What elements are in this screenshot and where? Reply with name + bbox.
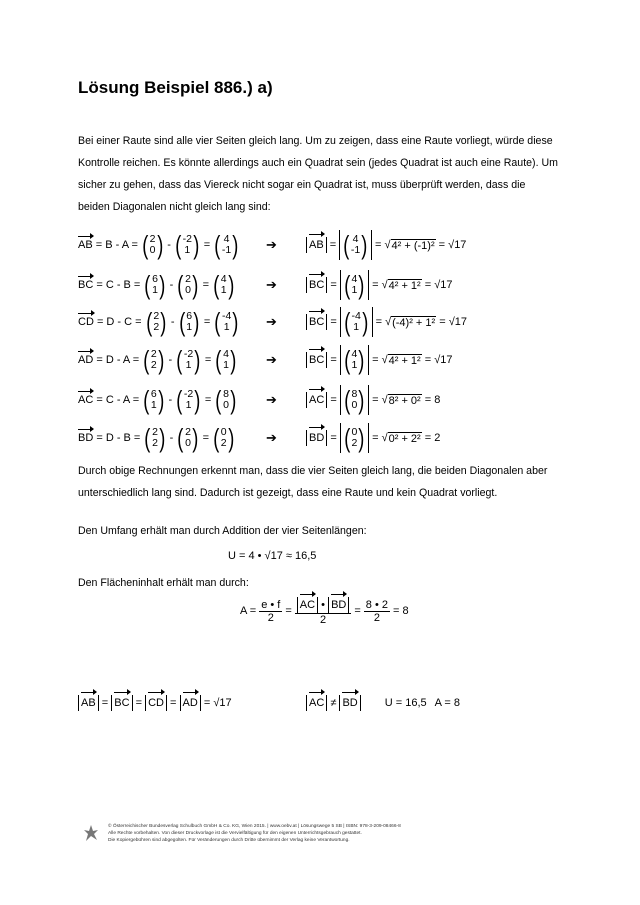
norm-vector: ( 4 -1 ) xyxy=(343,230,368,260)
vector-norm xyxy=(340,307,373,337)
fraction-ef xyxy=(259,599,282,624)
vector-label: AB xyxy=(78,239,93,251)
vector-label: AB xyxy=(81,697,96,709)
footer-line: Alle Rechte vorbehalten. Von dieser Druckvorlage ist die Vervielfältigung für den eigenen Unterrichtsgebrauch gestattet. xyxy=(108,831,362,836)
vector-length-row: AC = ( 8 0 ) = √ 8² + 0² = 8 xyxy=(306,383,440,417)
umfang-result: U = 16,5 xyxy=(384,697,427,709)
vector-label: BD xyxy=(331,598,347,611)
vector-label: AB xyxy=(309,239,324,251)
square-root: √ 4² + 1² xyxy=(381,279,421,292)
arrow-right-icon: ➔ xyxy=(266,237,277,252)
fraction-numerator: 8 • 2 xyxy=(365,598,388,611)
result-vector: ( 0 2 ) xyxy=(213,423,235,453)
vector-label: AC xyxy=(309,697,325,709)
fraction-denominator: 2 xyxy=(320,613,327,626)
summary-sides: AB = BC = CD = AD = √17 xyxy=(78,686,232,720)
summary-diagonals xyxy=(306,686,460,720)
point-vector: ( -2 1 ) xyxy=(176,385,201,415)
vector-difference-row: AD = D - A = ( 2 2 ) - ( -2 1 ) = ( 4 1 ) xyxy=(78,345,237,375)
vector-length-row: BD = ( 0 2 ) = √ 0² + 2² = 2 xyxy=(306,421,440,455)
point-vector: ( 6 1 ) xyxy=(144,270,166,300)
result-vector: ( 4 1 ) xyxy=(215,345,237,375)
footer-line: Die Kopiergebühren sind abgegolten. Für Veränderungen durch Dritte übernimmt der Verlag keine Verantwortung. xyxy=(108,838,350,843)
point-vector: ( 2 0 ) xyxy=(177,423,199,453)
norm-vector: ( 4 1 ) xyxy=(344,270,365,300)
result-vector: ( 4 -1 ) xyxy=(214,230,239,260)
footer-line: © Österreichischer Bundesverlag Schulbuch GmbH & Co. KG, Wien 2015. | www.oebv.at | Lösungswege 5 SB | ISBN: 978-3-209-08466-8 xyxy=(108,824,401,829)
vector-norm xyxy=(340,345,369,375)
vector-label: AD xyxy=(182,697,198,709)
flaeche-text: Den Flächeninhalt erhält man durch: xyxy=(78,577,249,589)
intro-paragraph xyxy=(78,130,558,218)
point-vector: ( 6 1 ) xyxy=(143,385,165,415)
length-result: = 2 xyxy=(424,432,441,444)
vector-norm xyxy=(339,230,372,260)
flaeche-result: = 8 xyxy=(392,605,409,617)
area-result: A = 8 xyxy=(434,697,461,709)
arrow-right-icon: ➔ xyxy=(266,392,277,407)
fraction-diagonals xyxy=(295,597,352,626)
vector-length-row: BC = ( -4 1 ) = √ (-4)² + 1² = √17 xyxy=(306,305,467,339)
vector-label: BC xyxy=(309,316,325,328)
vector-label: BD xyxy=(309,432,325,444)
fraction-numerator xyxy=(295,597,352,614)
page-title: Lösung Beispiel 886.) a) xyxy=(78,78,273,97)
arrow-right-icon: ➔ xyxy=(266,314,277,329)
result-vector: ( 8 0 ) xyxy=(215,385,237,415)
flaeche-lhs: A = xyxy=(240,605,257,617)
norm-vector: ( 0 2 ) xyxy=(344,423,365,453)
umfang-formula: U = 4 • √17 ≈ 16,5 xyxy=(228,550,317,562)
result-vector: ( 4 1 ) xyxy=(213,270,235,300)
norm-vector: ( 4 1 ) xyxy=(344,345,365,375)
length-result: = √17 xyxy=(424,354,453,366)
fraction-denominator: 2 xyxy=(373,611,380,624)
vector-label: AC xyxy=(309,394,325,406)
intro-line: Bei einer Raute sind alle vier Seiten gleich lang. Um zu zeigen, dass eine Raute vorliegt, würde diese xyxy=(78,135,553,147)
square-root: √ 8² + 0² xyxy=(381,394,421,407)
vector-length-row: BC = ( 4 1 ) = √ 4² + 1² = √17 xyxy=(306,343,453,377)
arrow-right-icon: ➔ xyxy=(266,277,277,292)
vector-label: BC xyxy=(114,697,130,709)
square-root: √ 0² + 2² xyxy=(381,432,421,445)
vector-label: BC xyxy=(309,354,325,366)
publisher-logo-icon xyxy=(83,824,99,842)
arrow-right-icon: ➔ xyxy=(266,430,277,445)
vector-label: AC xyxy=(78,394,94,406)
umfang-text: Den Umfang erhält man durch Addition der vier Seitenlängen: xyxy=(78,525,367,537)
vector-difference-row: AC = C - A = ( 6 1 ) - ( -2 1 ) = ( 8 0 ) xyxy=(78,385,237,415)
point-vector: ( -2 1 ) xyxy=(175,230,200,260)
dot-operator: • xyxy=(321,598,325,611)
conclusion-line: unterschiedlich lang sind. Dadurch ist gezeigt, dass eine Raute und kein Quadrat vorliegt. xyxy=(78,487,498,499)
fraction-values xyxy=(364,599,390,624)
point-vector: ( 2 2 ) xyxy=(145,307,167,337)
intro-line: Kontrolle reichen. Es könnte allerdings auch ein Quadrat sein (jedes Quadrat ist auch eine Raute). Um xyxy=(78,157,558,169)
norm-vector: ( 8 0 ) xyxy=(344,385,365,415)
vector-label: BC xyxy=(309,279,325,291)
norm-vector: ( -4 1 ) xyxy=(344,307,369,337)
footer xyxy=(108,823,528,844)
point-vector: ( -2 1 ) xyxy=(176,345,201,375)
point-vector: ( 2 0 ) xyxy=(142,230,163,260)
square-root: √ (-4)² + 1² xyxy=(385,316,436,329)
vector-difference-row: BC = C - B = ( 6 1 ) - ( 2 0 ) = ( 4 1 ) xyxy=(78,270,235,300)
point-vector: ( 2 2 ) xyxy=(144,423,166,453)
arrow-right-icon: ➔ xyxy=(266,352,277,367)
fraction-numerator: e • f xyxy=(261,598,281,611)
point-vector: ( 6 1 ) xyxy=(178,307,200,337)
vector-norm xyxy=(340,423,369,453)
vector-label: CD xyxy=(148,697,164,709)
vector-norm xyxy=(340,385,369,415)
vector-length-row: AB = ( 4 -1 ) = √ 4² + (-1)² = √17 xyxy=(306,228,466,262)
fraction-denominator: 2 xyxy=(267,611,274,624)
vector-difference-row: BD = D - B = ( 2 2 ) - ( 2 0 ) = ( 0 2 ) xyxy=(78,423,235,453)
length-result: = √17 xyxy=(424,279,453,291)
point-vector: ( 2 2 ) xyxy=(143,345,165,375)
vector-label: BD xyxy=(78,432,94,444)
vector-difference-row: CD = D - C = ( 2 2 ) - ( 6 1 ) = ( -4 1 ) xyxy=(78,307,239,337)
vector-label: BC xyxy=(78,279,94,291)
conclusion-paragraph xyxy=(78,460,558,504)
length-result: = 8 xyxy=(424,394,441,406)
summary-result: = √17 xyxy=(203,697,232,709)
intro-line: beiden Diagonalen nicht gleich lang sind: xyxy=(78,201,271,213)
vector-norm xyxy=(340,270,369,300)
vector-difference-row: AB = B - A = ( 2 0 ) - ( -2 1 ) = ( 4 -1 ) xyxy=(78,230,239,260)
length-result: = √17 xyxy=(439,316,468,328)
not-equal-sign: ≠ xyxy=(330,697,337,709)
point-vector: ( 2 0 ) xyxy=(177,270,199,300)
result-vector: ( -4 1 ) xyxy=(214,307,239,337)
vector-label: AC xyxy=(299,598,316,611)
intro-line: sicher zu gehen, dass das Viereck nicht sogar ein Quadrat ist, muss überprüft werden, dass die xyxy=(78,179,526,191)
square-root: √ 4² + 1² xyxy=(381,354,421,367)
vector-length-row: BC = ( 4 1 ) = √ 4² + 1² = √17 xyxy=(306,268,453,302)
length-result: = √17 xyxy=(438,239,467,251)
conclusion-line: Durch obige Rechnungen erkennt man, dass die vier Seiten gleich lang, die beiden Diagonalen aber xyxy=(78,465,548,477)
vector-label: BD xyxy=(342,697,358,709)
flaeche-formula: A = $\frac{e • f}{2}$ = $\frac{AC • BD}{2}$ = $\frac{8 • 2}{2}$ = 8 xyxy=(240,598,409,626)
vector-label: AD xyxy=(78,354,94,366)
vector-label: CD xyxy=(78,316,94,328)
square-root: √ 4² + (-1)² xyxy=(384,239,435,252)
